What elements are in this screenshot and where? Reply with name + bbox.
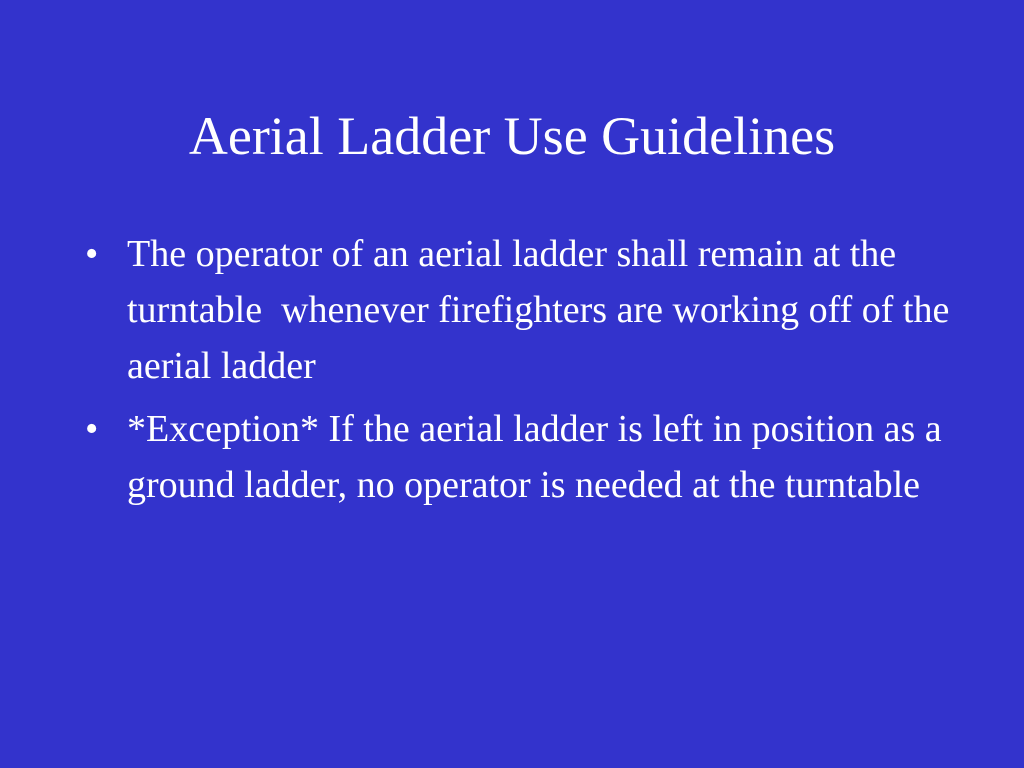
bullet-item [85,401,955,513]
slide-title: Aerial Ladder Use Guidelines [188,106,836,166]
bullet-icon: • [85,408,99,450]
bullet-icon: • [85,233,99,275]
bullet-text: *Exception* If the aerial ladder is left in position as a ground ladder, no operator is needed at the turntable [127,408,952,506]
bullet-text: The operator of an aerial ladder shall remain at the turntable whenever firefighters are working off of the aerial ladder [127,233,959,387]
bullet-list [85,226,959,520]
bullet-item [85,226,959,394]
